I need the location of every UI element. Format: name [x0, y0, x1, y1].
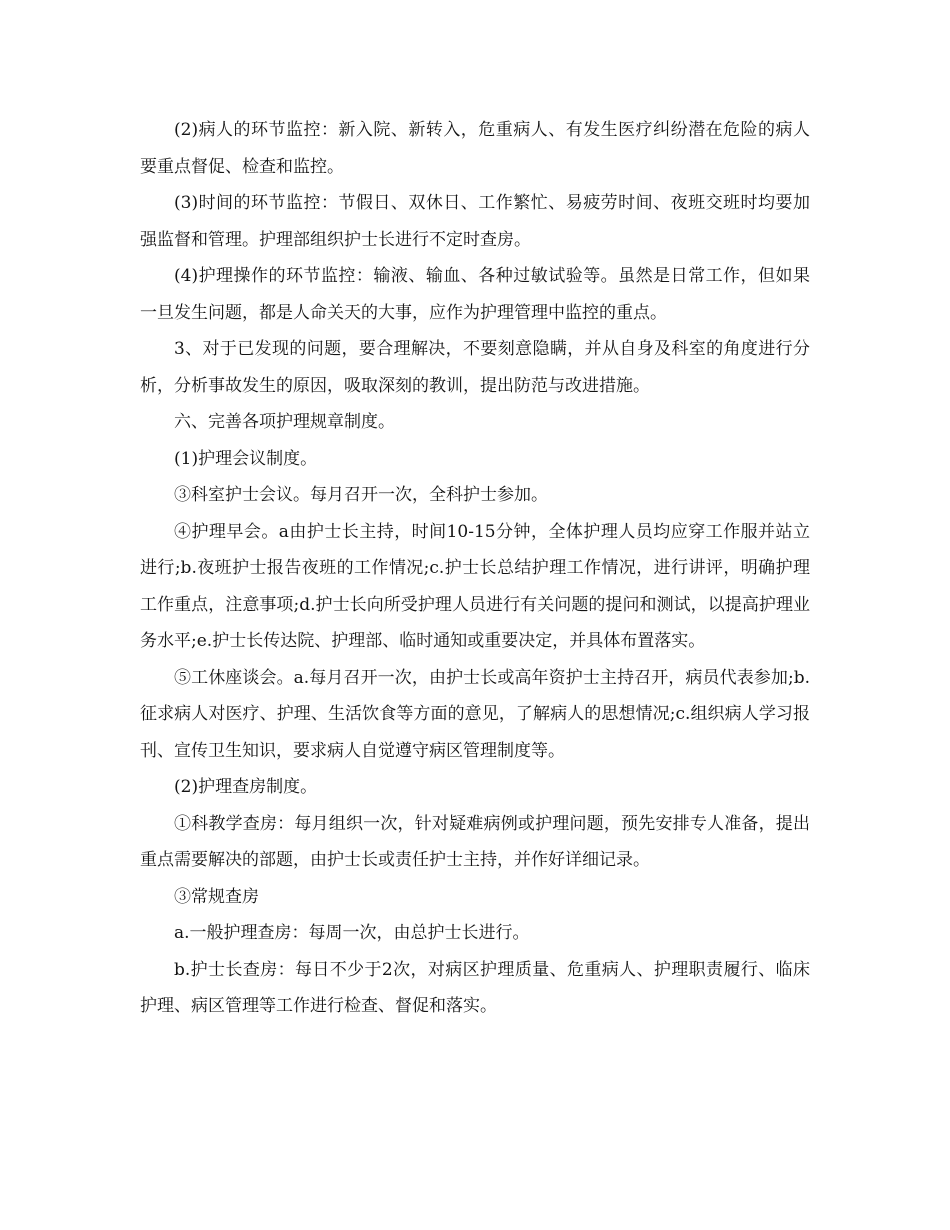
paragraph-patient-monitoring: (2)病人的环节监控：新入院、新转入，危重病人、有发生医疗纠纷潜在危险的病人要重点督促、检查和监控。: [140, 120, 810, 177]
paragraph-time-monitoring: (3)时间的环节监控：节假日、双休日、工作繁忙、易疲劳时间、夜班交班时均要加强监督和管理。护理部组织护士长进行不定时查房。: [140, 193, 810, 250]
subheading-meeting-system: (1)护理会议制度。: [174, 448, 318, 469]
subheading-routine-round: ③常规查房: [174, 886, 259, 907]
paragraph-head-nurse-round: b.护士长查房：每日不少于2次，对病区护理质量、危重病人、护理职责履行、临床护理、病区管理等工作进行检查、督促和落实。: [140, 959, 810, 1016]
paragraph-morning-meeting: ④护理早会。a由护士长主持，时间10-15分钟，全体护理人员均应穿工作服并站立进行;b.夜班护士报告夜班的工作情况;c.护士长总结护理工作情况，进行讲评，明确护理工作重点，注意事项;d.护士长向所受护理人员进行有关问题的提问和测试，以提高护理业务水平;e.护士长传达院、护理部、临时通知或重要决定，并具体布置落实。: [140, 521, 810, 651]
paragraph-general-round: a.一般护理查房：每周一次，由总护士长进行。: [174, 923, 530, 943]
paragraph-department-meeting: ③科室护士会议。每月召开一次，全科护士参加。: [174, 485, 548, 505]
section-heading-rules: 六、完善各项护理规章制度。: [174, 412, 395, 432]
paragraph-problem-resolution: 3、对于已发现的问题，要合理解决，不要刻意隐瞒，并从自身及科室的角度进行分析，分析事故发生的原因，吸取深刻的教训，提出防范与改进措施。: [140, 339, 810, 396]
subheading-ward-round-system: (2)护理查房制度。: [174, 777, 318, 797]
paragraph-patient-forum: ⑤工休座谈会。a.每月召开一次，由护士长或高年资护士主持召开，病员代表参加;b.征求病人对医疗、护理、生活饮食等方面的意见，了解病人的思想情况;c.组织病人学习报刊、宣传卫生知识，要求病人自觉遵守病区管理制度等。: [140, 667, 810, 761]
paragraph-operation-monitoring: (4)护理操作的环节监控：输液、输血、各种过敏试验等。虽然是日常工作，但如果一旦发生问题，都是人命关天的大事，应作为护理管理中监控的重点。: [140, 266, 810, 323]
paragraph-teaching-round: ①科教学查房：每月组织一次，针对疑难病例或护理问题，预先安排专人准备，提出重点需要解决的部题，由护士长或责任护士主持，并作好详细记录。: [140, 813, 810, 870]
document-body: [140, 112, 810, 1025]
